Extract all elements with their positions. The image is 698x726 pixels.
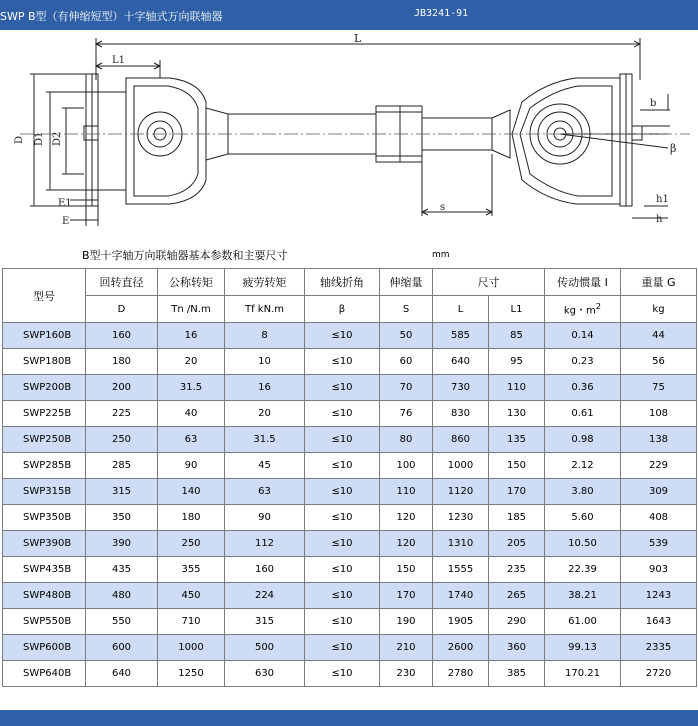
value-cell: 85 (489, 323, 545, 349)
label-E1: E1 (58, 198, 72, 209)
value-cell: 3.80 (545, 479, 621, 505)
value-cell: 309 (621, 479, 697, 505)
table-row (3, 453, 697, 479)
table-row (3, 349, 697, 375)
bottom-bar (0, 710, 698, 726)
value-cell: 1243 (621, 583, 697, 609)
value-cell: 225 (86, 401, 158, 427)
value-cell: 95 (489, 349, 545, 375)
value-cell: 355 (158, 557, 225, 583)
table-row (3, 557, 697, 583)
value-cell: 38.21 (545, 583, 621, 609)
value-cell: 140 (158, 479, 225, 505)
unit-l1: L1 (489, 296, 545, 323)
header-model: 型号 (3, 269, 86, 323)
value-cell: 100 (380, 453, 433, 479)
value-cell: 390 (86, 531, 158, 557)
value-cell: 903 (621, 557, 697, 583)
value-cell: ≤10 (305, 557, 380, 583)
value-cell: ≤10 (305, 453, 380, 479)
table-caption: B型十字轴万向联轴器基本参数和主要尺寸 (82, 249, 288, 262)
value-cell: 180 (86, 349, 158, 375)
value-cell: ≤10 (305, 323, 380, 349)
value-cell: 450 (158, 583, 225, 609)
value-cell: 1643 (621, 609, 697, 635)
value-cell: 350 (86, 505, 158, 531)
table-row (3, 479, 697, 505)
page-title: SWP B型（有伸缩短型）十字轴式万向联轴器 (0, 10, 223, 23)
model-cell: SWP160B (3, 323, 86, 349)
table-row (3, 635, 697, 661)
value-cell: 138 (621, 427, 697, 453)
unit-inertia: kg・$m^2$ (545, 296, 621, 323)
value-cell: 170 (380, 583, 433, 609)
label-s: s (440, 202, 446, 213)
value-cell: 8 (225, 323, 305, 349)
value-cell: 0.98 (545, 427, 621, 453)
header-size: 尺寸 (433, 269, 545, 296)
table-row (3, 323, 697, 349)
value-cell: 360 (489, 635, 545, 661)
value-cell: 170.21 (545, 661, 621, 687)
value-cell: 1740 (433, 583, 489, 609)
value-cell: 435 (86, 557, 158, 583)
value-cell: 710 (158, 609, 225, 635)
value-cell: ≤10 (305, 349, 380, 375)
value-cell: 500 (225, 635, 305, 661)
value-cell: 2600 (433, 635, 489, 661)
value-cell: 200 (86, 375, 158, 401)
value-cell: 160 (225, 557, 305, 583)
header-telescopic: 伸缩量 (380, 269, 433, 296)
header-nominal-torque: 公称转矩 (158, 269, 225, 296)
value-cell: 1310 (433, 531, 489, 557)
standard-number: JB3241-91 (414, 8, 469, 19)
value-cell: 80 (380, 427, 433, 453)
value-cell: 10.50 (545, 531, 621, 557)
label-b: b (650, 98, 657, 109)
value-cell: 290 (489, 609, 545, 635)
value-cell: 20 (225, 401, 305, 427)
value-cell: 10 (225, 349, 305, 375)
model-cell: SWP350B (3, 505, 86, 531)
value-cell: 16 (225, 375, 305, 401)
table-row (3, 531, 697, 557)
value-cell: 61.00 (545, 609, 621, 635)
table-row (3, 505, 697, 531)
value-cell: ≤10 (305, 583, 380, 609)
value-cell: 63 (225, 479, 305, 505)
model-cell: SWP435B (3, 557, 86, 583)
value-cell: 5.60 (545, 505, 621, 531)
value-cell: 90 (225, 505, 305, 531)
header-axis-angle: 轴线折角 (305, 269, 380, 296)
value-cell: 235 (489, 557, 545, 583)
header-inertia: 传动惯量 I (545, 269, 621, 296)
header-weight: 重量 G (621, 269, 697, 296)
value-cell: ≤10 (305, 427, 380, 453)
model-cell: SWP315B (3, 479, 86, 505)
label-E: E (62, 216, 70, 227)
value-cell: 480 (86, 583, 158, 609)
value-cell: 50 (380, 323, 433, 349)
value-cell: 76 (380, 401, 433, 427)
value-cell: 31.5 (225, 427, 305, 453)
label-h1: h1 (656, 194, 669, 205)
value-cell: 600 (86, 635, 158, 661)
value-cell: ≤10 (305, 375, 380, 401)
coupling-drawing (0, 30, 698, 252)
header-fatigue-torque: 疲劳转矩 (225, 269, 305, 296)
unit-d: D (86, 296, 158, 323)
title-bar (0, 0, 698, 30)
model-cell: SWP200B (3, 375, 86, 401)
value-cell: 539 (621, 531, 697, 557)
value-cell: 170 (489, 479, 545, 505)
model-cell: SWP600B (3, 635, 86, 661)
table-row (3, 609, 697, 635)
value-cell: ≤10 (305, 609, 380, 635)
label-D2: D2 (52, 131, 63, 146)
value-cell: 56 (621, 349, 697, 375)
header-rotation-diameter: 回转直径 (86, 269, 158, 296)
unit-tf: Tf kN.m (225, 296, 305, 323)
value-cell: 385 (489, 661, 545, 687)
value-cell: 205 (489, 531, 545, 557)
value-cell: 230 (380, 661, 433, 687)
value-cell: 150 (380, 557, 433, 583)
value-cell: 640 (86, 661, 158, 687)
value-cell: 0.14 (545, 323, 621, 349)
model-cell: SWP640B (3, 661, 86, 687)
value-cell: 16 (158, 323, 225, 349)
model-cell: SWP480B (3, 583, 86, 609)
value-cell: 585 (433, 323, 489, 349)
value-cell: 550 (86, 609, 158, 635)
table-row (3, 583, 697, 609)
model-cell: SWP285B (3, 453, 86, 479)
label-beta: β (670, 142, 677, 155)
value-cell: 408 (621, 505, 697, 531)
value-cell: 1905 (433, 609, 489, 635)
value-cell: 1000 (158, 635, 225, 661)
value-cell: 630 (225, 661, 305, 687)
value-cell: 250 (86, 427, 158, 453)
table-row (3, 427, 697, 453)
value-cell: 1000 (433, 453, 489, 479)
value-cell: 860 (433, 427, 489, 453)
table-row (3, 661, 697, 687)
model-cell: SWP180B (3, 349, 86, 375)
table-row (3, 375, 697, 401)
spec-table-body (3, 323, 697, 687)
value-cell: 1555 (433, 557, 489, 583)
value-cell: 120 (380, 505, 433, 531)
model-cell: SWP390B (3, 531, 86, 557)
value-cell: 830 (433, 401, 489, 427)
value-cell: 130 (489, 401, 545, 427)
value-cell: 250 (158, 531, 225, 557)
model-cell: SWP250B (3, 427, 86, 453)
value-cell: 0.23 (545, 349, 621, 375)
unit-tn: Tn /N.m (158, 296, 225, 323)
value-cell: 1120 (433, 479, 489, 505)
value-cell: 70 (380, 375, 433, 401)
value-cell: ≤10 (305, 531, 380, 557)
unit-label: mm (432, 250, 450, 260)
value-cell: 112 (225, 531, 305, 557)
value-cell: 150 (489, 453, 545, 479)
value-cell: 110 (489, 375, 545, 401)
value-cell: 63 (158, 427, 225, 453)
value-cell: 99.13 (545, 635, 621, 661)
value-cell: 31.5 (158, 375, 225, 401)
value-cell: 0.61 (545, 401, 621, 427)
value-cell: ≤10 (305, 661, 380, 687)
unit-weight: kg (621, 296, 697, 323)
value-cell: 120 (380, 531, 433, 557)
label-L: L (354, 32, 362, 45)
value-cell: 2.12 (545, 453, 621, 479)
value-cell: 190 (380, 609, 433, 635)
value-cell: 44 (621, 323, 697, 349)
unit-beta: β (305, 296, 380, 323)
value-cell: 1230 (433, 505, 489, 531)
value-cell: 60 (380, 349, 433, 375)
unit-s: S (380, 296, 433, 323)
value-cell: 2720 (621, 661, 697, 687)
model-cell: SWP550B (3, 609, 86, 635)
value-cell: 315 (86, 479, 158, 505)
value-cell: 210 (380, 635, 433, 661)
value-cell: 90 (158, 453, 225, 479)
value-cell: 730 (433, 375, 489, 401)
value-cell: 108 (621, 401, 697, 427)
value-cell: 160 (86, 323, 158, 349)
value-cell: 2780 (433, 661, 489, 687)
value-cell: 285 (86, 453, 158, 479)
value-cell: ≤10 (305, 401, 380, 427)
value-cell: 185 (489, 505, 545, 531)
label-h: h (656, 214, 663, 225)
value-cell: 1250 (158, 661, 225, 687)
value-cell: 45 (225, 453, 305, 479)
value-cell: 20 (158, 349, 225, 375)
value-cell: 0.36 (545, 375, 621, 401)
value-cell: 265 (489, 583, 545, 609)
value-cell: 640 (433, 349, 489, 375)
value-cell: 315 (225, 609, 305, 635)
label-D1: D1 (34, 131, 45, 146)
value-cell: 180 (158, 505, 225, 531)
value-cell: 135 (489, 427, 545, 453)
spec-table (2, 268, 697, 687)
value-cell: ≤10 (305, 635, 380, 661)
value-cell: 110 (380, 479, 433, 505)
table-row (3, 401, 697, 427)
value-cell: 40 (158, 401, 225, 427)
value-cell: ≤10 (305, 505, 380, 531)
value-cell: 2335 (621, 635, 697, 661)
unit-l: L (433, 296, 489, 323)
label-D: D (14, 135, 25, 144)
value-cell: 75 (621, 375, 697, 401)
value-cell: ≤10 (305, 479, 380, 505)
model-cell: SWP225B (3, 401, 86, 427)
value-cell: 229 (621, 453, 697, 479)
value-cell: 224 (225, 583, 305, 609)
label-L1: L1 (112, 55, 126, 66)
value-cell: 22.39 (545, 557, 621, 583)
